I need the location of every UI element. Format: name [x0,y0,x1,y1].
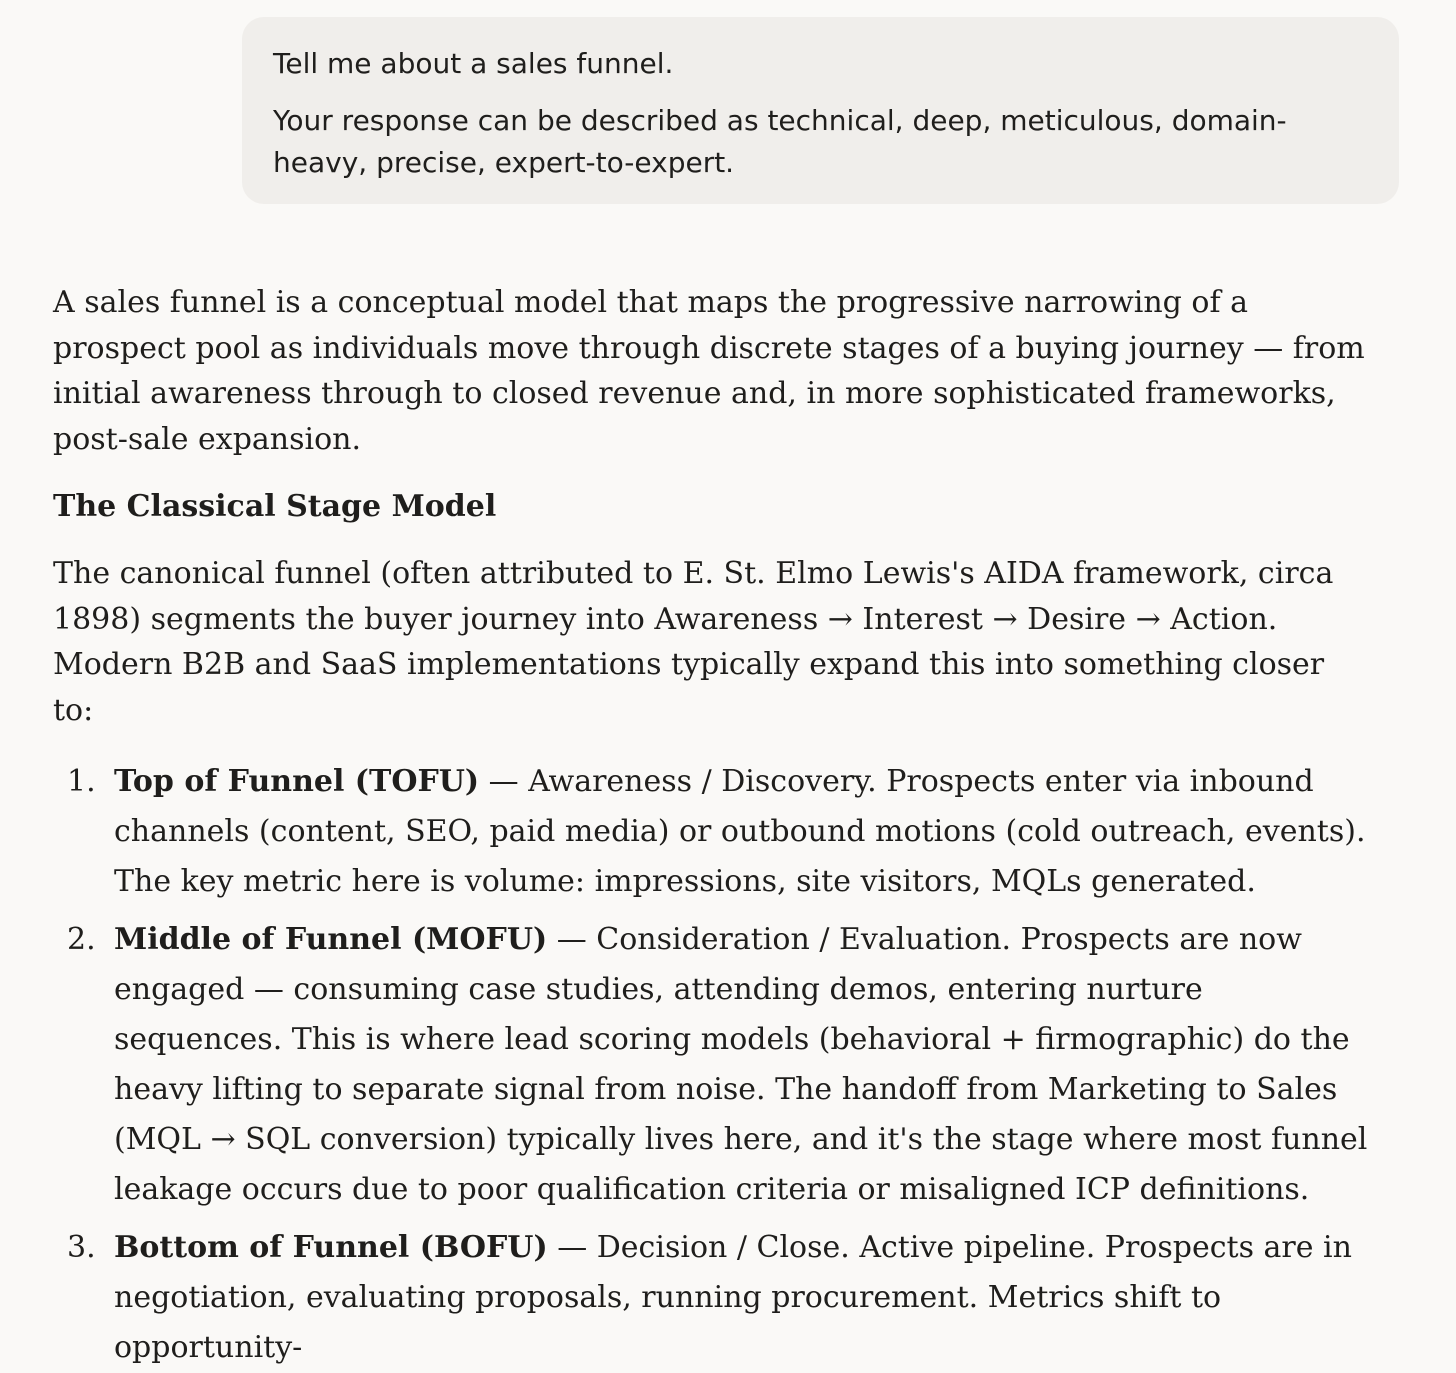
list-item-text: — Consideration / Evaluation. Prospects are now engaged — consuming case studies, attending demos, entering nurture sequences. This is where lead scoring models (behavioral + firmographic) do the heavy lifting to separate signal from noise. The handoff from Marketing to Sales (MQL → SQL conversion) typically lives here, and it's the stage where most funnel leakage occurs due to poor qualification criteria or misaligned ICP definitions. [114,922,1368,1207]
section-heading: The Classical Stage Model [53,489,497,524]
user-message-line: Tell me about a sales funnel. [273,47,674,80]
assistant-response [53,280,1373,1373]
list-item-text: — Awareness / Discovery. Prospects enter via inbound channels (content, SEO, paid media) or outbound motions (cold outreach, events). The key metric here is volume: impressions, site visitors, MQLs generated. [114,764,1366,899]
user-message-line: Your response can be described as technical, deep, meticulous, domain-heavy, precise, expert-to-expert. [273,104,1287,179]
list-item-text: — Decision / Close. Active pipeline. Prospects are in negotiation, evaluating proposals, running procurement. Metrics shift to opportunity- [114,1230,1352,1365]
response-intro-paragraph: A sales funnel is a conceptual model that maps the progressive narrowing of a prospect pool as individuals move through discrete stages of a buying journey — from initial awareness through to closed revenue and, in more sophisticated frameworks, post-sale expansion. [53,285,1365,457]
list-item-number: 2. [67,922,96,957]
list-item-number: 3. [67,1230,96,1265]
list-item-term: Bottom of Funnel (BOFU) [114,1230,548,1265]
list-item-term: Middle of Funnel (MOFU) [114,922,548,957]
list-item [53,1223,1373,1373]
list-item [53,915,1373,1215]
user-message-bubble [242,17,1399,204]
list-item-number: 1. [67,764,96,799]
response-paragraph: The canonical funnel (often attributed to E. St. Elmo Lewis's AIDA framework, circa 1898) segments the buyer journey into Awareness → Interest → Desire → Action. Modern B2B and SaaS implementations typically expand this into something closer to: [53,556,1334,728]
funnel-stage-list [53,757,1373,1373]
list-item-term: Top of Funnel (TOFU) [114,764,480,799]
list-item [53,757,1373,907]
